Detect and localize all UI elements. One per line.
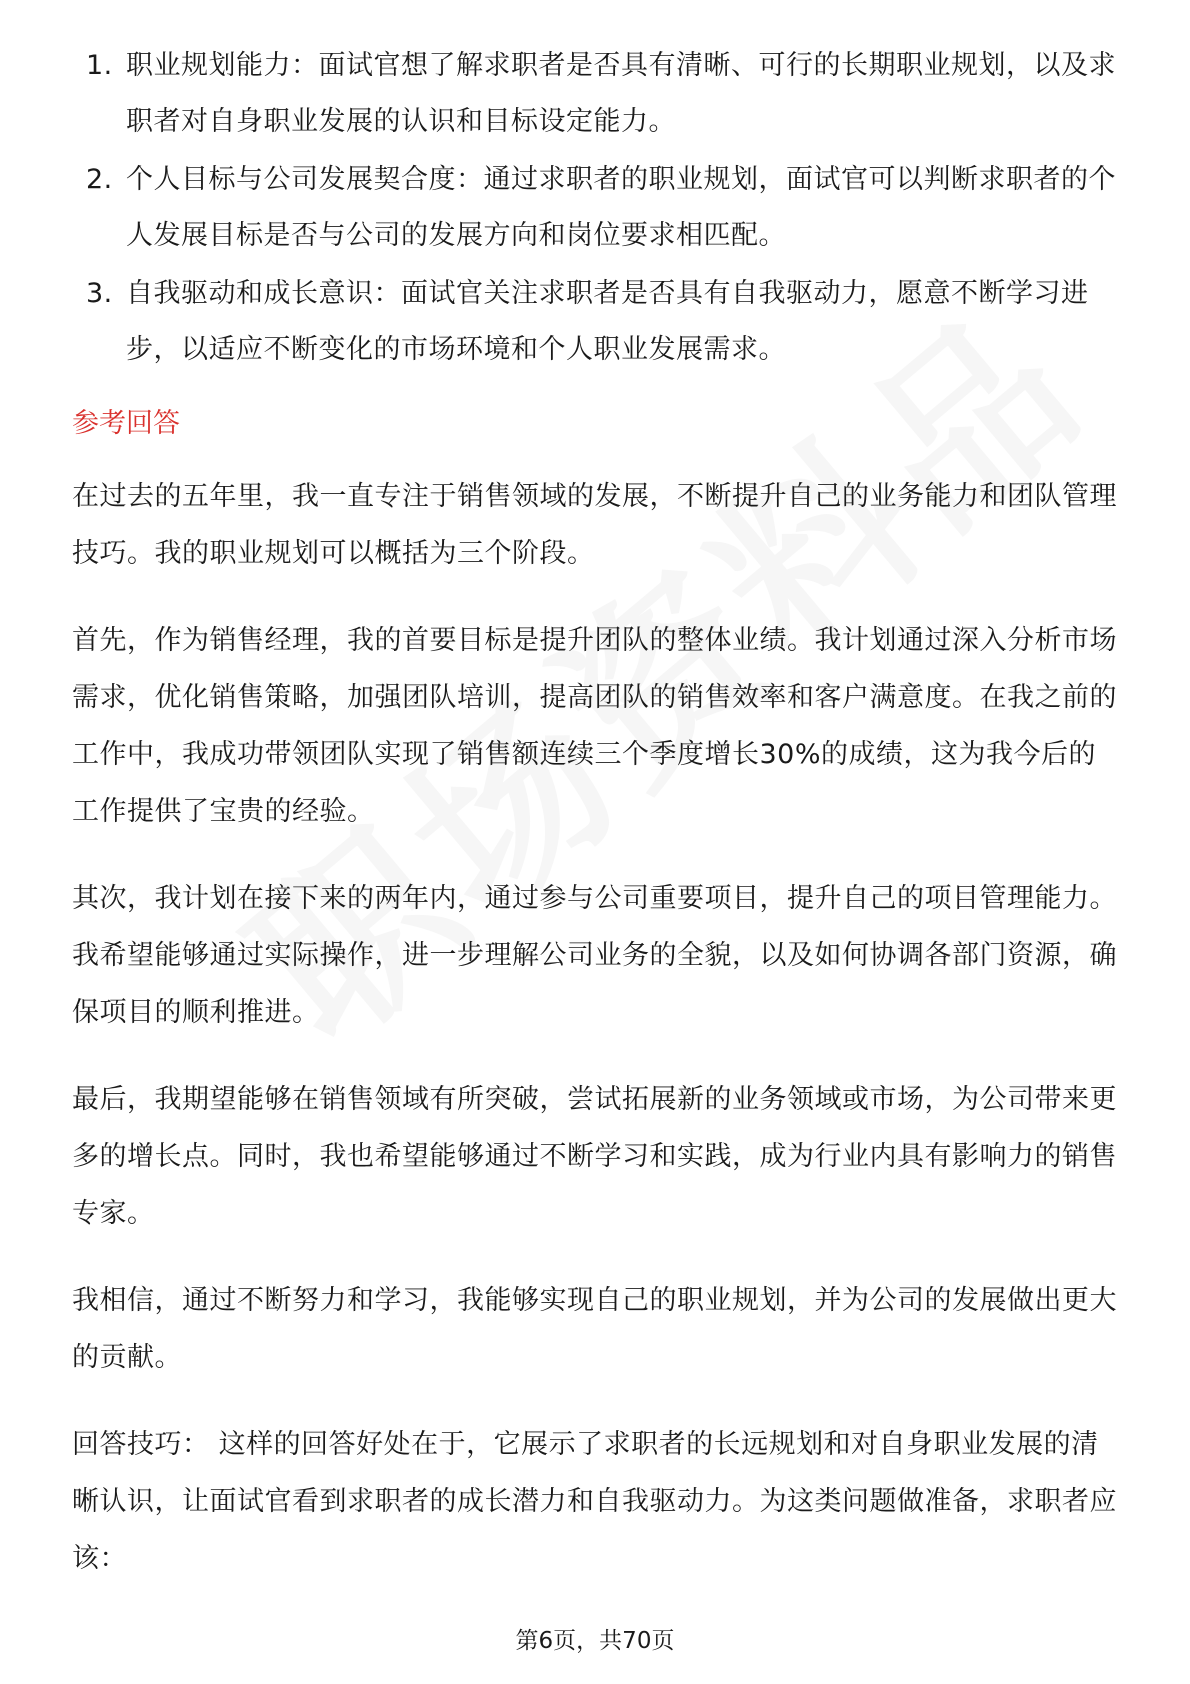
list-item-text: 职业规划能力：面试官想了解求职者是否具有清晰、可行的长期职业规划，以及求职者对自身职业发展的认识和目标设定能力。 xyxy=(126,50,1116,137)
list-item-text: 个人目标与公司发展契合度：通过求职者的职业规划，面试官可以判断求职者的个人发展目标是否与公司的发展方向和岗位要求相匹配。 xyxy=(126,164,1116,251)
paragraph: 我相信，通过不断努力和学习，我能够实现自己的职业规划，并为公司的发展做出更大的贡献。 xyxy=(72,1285,1117,1373)
paragraph: 其次，我计划在接下来的两年内，通过参与公司重要项目，提升自己的项目管理能力。我希望能够通过实际操作，进一步理解公司业务的全貌，以及如何协调各部门资源，确保项目的顺利推进。 xyxy=(72,883,1117,1028)
list-item xyxy=(72,38,1118,150)
paragraph: 回答技巧： 这样的回答好处在于，它展示了求职者的长远规划和对自身职业发展的清晰认识，让面试官看到求职者的成长潜力和自我驱动力。为这类问题做准备，求职者应该： xyxy=(72,1429,1117,1574)
paragraph: 在过去的五年里，我一直专注于销售领域的发展，不断提升自己的业务能力和团队管理技巧。我的职业规划可以概括为三个阶段。 xyxy=(72,481,1117,569)
list-item-number: 2. xyxy=(86,164,113,195)
page-number-footer: 第6页，共70页 xyxy=(515,1628,675,1654)
section-heading: 参考回答 xyxy=(72,408,180,439)
paragraph: 首先，作为销售经理，我的首要目标是提升团队的整体业绩。我计划通过深入分析市场需求，优化销售策略，加强团队培训，提高团队的销售效率和客户满意度。在我之前的工作中，我成功带领团队实现了销售额连续三个季度增长30%的成绩，这为我今后的工作提供了宝贵的经验。 xyxy=(72,625,1117,827)
list-item-text: 自我驱动和成长意识：面试官关注求职者是否具有自我驱动力，愿意不断学习进步，以适应不断变化的市场环境和个人职业发展需求。 xyxy=(126,278,1089,365)
evaluation-points-list xyxy=(72,38,1118,378)
list-item xyxy=(72,152,1118,264)
list-item-number: 3. xyxy=(86,278,113,309)
page-content xyxy=(72,38,1118,1617)
paragraph: 最后，我期望能够在销售领域有所突破，尝试拓展新的业务领域或市场，为公司带来更多的增长点。同时，我也希望能够通过不断学习和实践，成为行业内具有影响力的销售专家。 xyxy=(72,1084,1117,1229)
list-item-number: 1. xyxy=(86,50,113,81)
list-item xyxy=(72,266,1118,378)
